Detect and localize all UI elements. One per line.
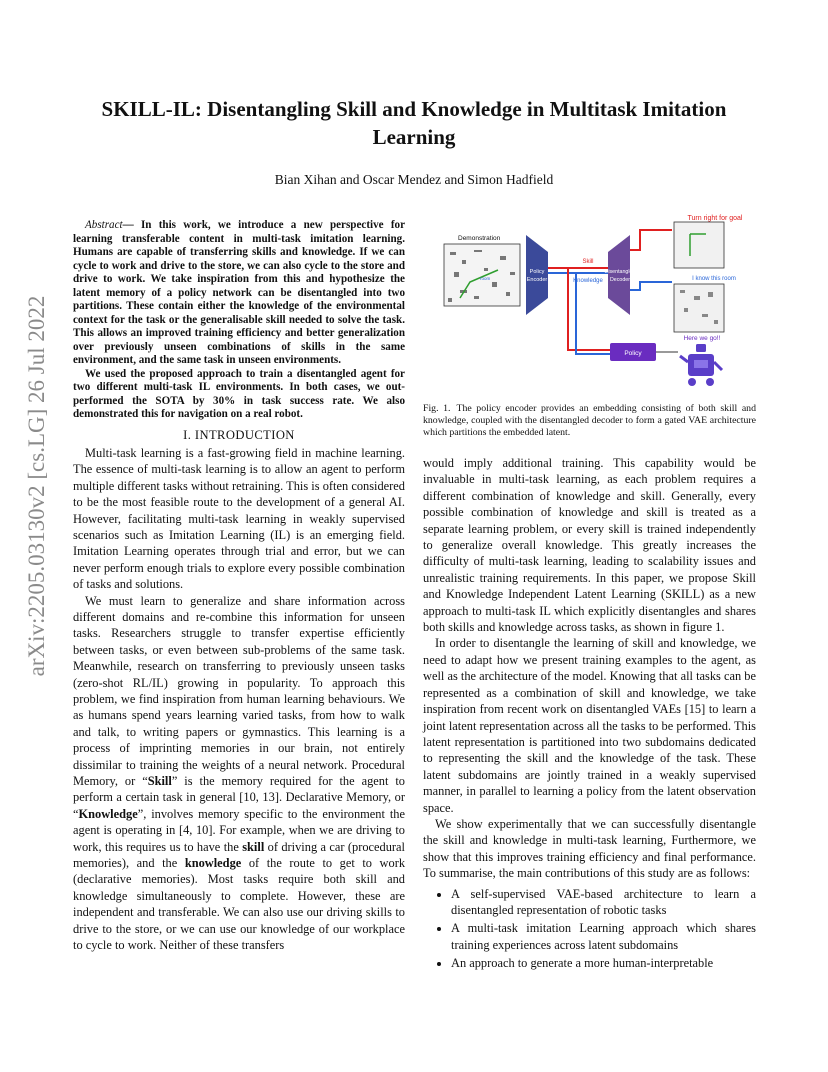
right-column xyxy=(423,455,756,974)
intro-paragraph-4: In order to disentangle the learning of skill and knowledge, we need to adapt how we present training examples to the agent, as well as the architecture of the model. Knowing that all tasks can be represented as a combination of skill and knowledge, we take inspiration from recent work on disentangled VAEs [15] to learn a joint latent representation across all the tasks to be performed. This latent representation is partitioned into two subdomains dedicated to representing the skill and the knowledge of the task. These latent subdomains are jointly trained in a weakly supervised manner, in parallel to learning a policy from the latent observation space. xyxy=(423,636,756,815)
intro-p2-part-a: We must learn to generalize and share information across different domains and re-combine this information for unseen tasks. Researchers struggle to transfer expertise efficiently between tasks, or even between sub-problems of the same task. Meanwhile, research on transferring to previously unseen tasks (zero-shot RL/IL) growing in popularity. To approach this problem, we find inspiration from human learning behaviours. We as humans spend years learning varied tasks, from how to walk and talk, to writing papers or gymnastics. This learning is a process of imprinting memories in our brain, not entirely dissimilar to training the weights of a neural network. Procedural Memory, or “ xyxy=(73,593,405,789)
disentangled-decoder-label: Disentangled Decoder xyxy=(604,269,636,283)
arxiv-identifier-text: arXiv:2205.03130v2 [cs.LG] 26 Jul 2022 xyxy=(24,295,49,677)
intro-p2-part-e: of the route to get to work (declarative memories). Most tasks require both skill and knowledge simultaneously to complete. However, these are independent and transferable. We can also use our driving skills to drive to the store, or we can use our knowledge of our workplace to cycle to work. Neither of these transfers xyxy=(73,856,406,953)
contribution-item: • An approach to generate a more human-interpretable xyxy=(451,955,756,971)
contribution-item: • A multi-task imitation Learning approach which shares training experiences across latent subdomains xyxy=(451,920,756,953)
intro-p2-part-d: of driving a car (procedural memories), and the xyxy=(73,839,405,871)
intro-paragraph-5: We show experimentally that we can successfully disentangle the skill and knowledge in multi-task learning, Furthermore, we show that this improves training efficiency and final performance. To summarise, the main contributions of this study are as follows: xyxy=(423,816,756,881)
term-skill-lower: skill xyxy=(242,839,265,854)
policy-label: Policy xyxy=(624,350,642,357)
paper-authors: Bian Xihan and Oscar Mendez and Simon Hadfield xyxy=(274,172,554,187)
intro-p2-part-c: ”, involves memory specific to the environment the agent is operating in [4, 10]. For example, when we are driving to work, this requires us to have the xyxy=(73,806,405,854)
contribution-item: • A self-supervised VAE-based architecture to learn a disentangled representation of robotic tasks xyxy=(451,886,756,919)
skill-label: Skill xyxy=(582,259,594,265)
turn-right-label: Turn right for goal xyxy=(687,215,743,222)
knowledge-output-line xyxy=(630,282,672,290)
policy-encoder-shape xyxy=(526,235,548,315)
figure-1-svg xyxy=(440,210,758,395)
term-skill: Skill xyxy=(147,774,172,789)
robot-icon xyxy=(680,344,722,386)
demonstration-label: Demonstration xyxy=(458,235,501,242)
disentangled-decoder-shape xyxy=(608,235,630,315)
left-column xyxy=(73,219,405,954)
section-heading-introduction: I. INTRODUCTION xyxy=(183,427,295,442)
abstract: Abstract— In this work, we introduce a new perspective for learning transferable content in multi-task imitation learning. Humans are capable of transferring skills and knowledge. If we can cycle to work and drive to the store, we can also cycle to the store and drive to work. We take inspiration from this and hypothesize the latent memory of a policy network can be disentangled into two partitions. These contain either the knowledge of the environmental context for the task or the generalisable skill needed to solve the task. This allows an improved training efficiency and better generalization over previously unseen combinations of skills in the same environment, and the same task in unseen environments. We used the proposed approach to train a disentangled agent for two different multi-task IL environments. In both cases, we out-performed the SOTA by 30% in task success rate. We also demonstrated this for navigation on a real robot. xyxy=(73,219,405,420)
abstract-paragraph-2: We used the proposed approach to train a disentangled agent for two different multi-task IL environments. In both cases, we out-performed the SOTA by 30% in task success rate. We also demonstrated this for navigation on a real robot. xyxy=(73,367,405,420)
intro-paragraph-2 xyxy=(73,593,405,954)
arxiv-identifier xyxy=(22,296,52,676)
intro-paragraph-3: would imply additional training. This capability would be invaluable in multi-task learning, as each problem requires a different combination of knowledge and skill. Generally, every possible combination of knowledge and skill is treated as a separate learning problem, or every skill is trained independently to generalize overall knowledge. This greatly increases the difficulty of multi-task learning, leading to scalability issues and unrealistic training requirements. In this paper, we propose Skill and Knowledge Independent Latent Learning (SKILL) as a new approach to multi-task IL which explicitly disentangles and shares both skills and knowledge across tasks, as shown in figure 1. xyxy=(423,456,756,635)
skill-output-line xyxy=(630,230,672,250)
demonstration-room-text: room xyxy=(480,276,491,281)
contributions-list xyxy=(423,886,756,972)
figure-1-caption-label: Fig. 1. xyxy=(423,403,451,414)
intro-p2-part-b: ” is the memory required for the agent to perform a certain task in general [10, 13]. Declarative Memory, or “ xyxy=(73,774,406,821)
abstract-label: Abstract xyxy=(85,219,123,231)
skill-output-image xyxy=(674,222,724,268)
know-room-label: I know this room xyxy=(692,276,736,282)
paper-title: SKILL-IL: Disentangling Skill and Knowledge in Multitask Imitation Learning xyxy=(101,97,727,149)
abstract-paragraph-1: In this work, we introduce a new perspective for learning transferable content in multi-task imitation learning. Humans are capable of transferring skills and knowledge. If we can cycle to work and drive to the store, we can also cycle to the store and drive to work. We take inspiration from this and hypothesize the latent memory of a policy network can be disentangled into two partitions. These contain either the knowledge of the environmental context for the task or the generalisable skill needed to solve the task. This allows an improved training efficiency and better generalization over previously unseen combinations of skills in the same environment, and the same task in unseen environments. xyxy=(73,219,405,366)
term-knowledge-lower: knowledge xyxy=(184,856,242,871)
figure-1-caption xyxy=(423,403,756,440)
term-knowledge: Knowledge xyxy=(78,806,138,821)
intro-paragraph-1: Multi-task learning is a fast-growing field in machine learning. The essence of multi-task learning is to allow an agent to perform multiple different tasks without retraining. This is often considered to be the most feasible route to the development of a general AI. However, facilitating multi-task learning in weakly supervised scenarios such as Imitation Learning (IL) is an emerging field. Imitation Learning operates through trial and error, but we can never perform enough trials to explore every possible combination of tasks and solutions. xyxy=(73,445,405,592)
policy-encoder-label: Policy Encoder xyxy=(526,269,548,283)
knowledge-to-policy-line xyxy=(576,273,610,354)
figure-1-diagram xyxy=(440,210,758,395)
figure-1-caption-text: The policy encoder provides an embedding consisting of both skill and knowledge, coupled with the disentangled decoder to form a gated VAE architecture which partitions the embedded latent. xyxy=(423,403,756,439)
here-we-go-label: Here we go!! xyxy=(683,335,721,342)
knowledge-label: Knowledge xyxy=(573,278,603,284)
